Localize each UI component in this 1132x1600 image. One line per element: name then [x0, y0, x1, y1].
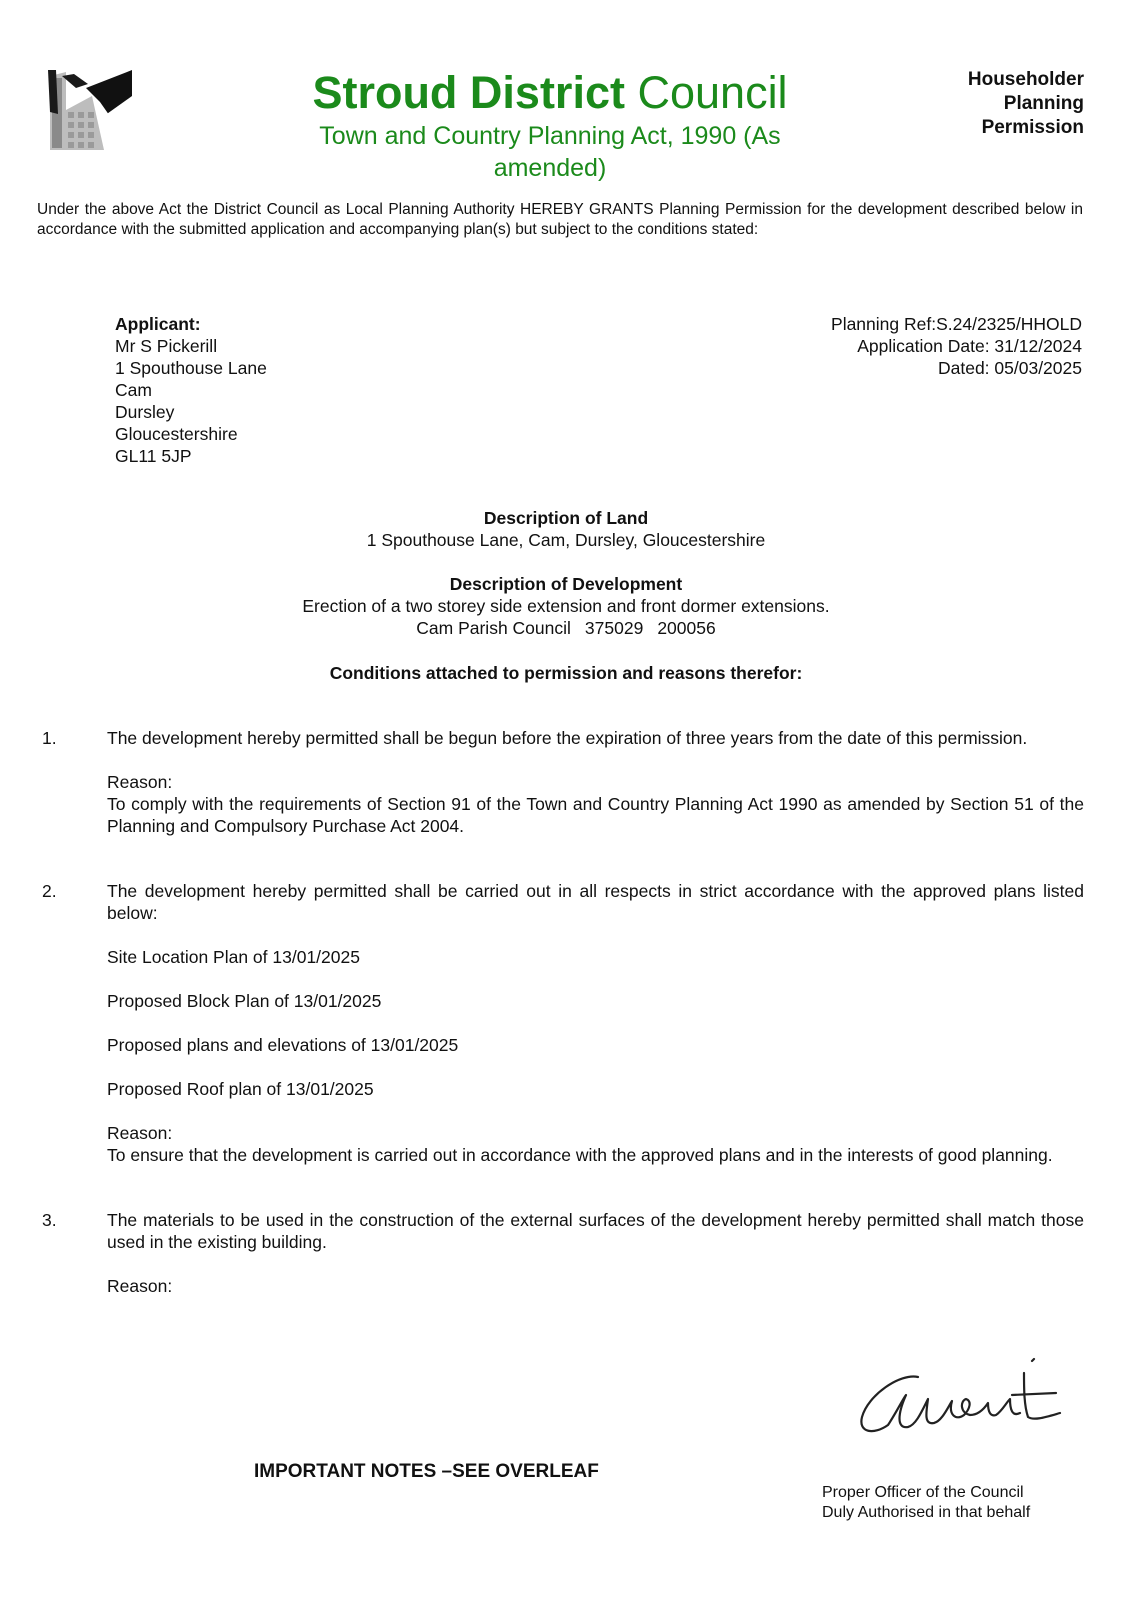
approved-plan: Site Location Plan of 13/01/2025 [107, 947, 360, 967]
land-heading: Description of Land [483, 508, 649, 528]
condition-text: The materials to be used in the construction of the external surfaces of the development hereby permitted shall match those used in the existing building. [107, 1210, 1084, 1252]
grid-easting: 375029 [584, 618, 644, 638]
grid-northing: 200056 [657, 618, 716, 638]
officer-block [822, 1483, 1030, 1523]
reason-label: Reason: [107, 1276, 173, 1296]
applicant-name: Mr S Pickerill [115, 336, 218, 356]
condition-text: The development hereby permitted shall be carried out in all respects in strict accordance with the approved plans listed below: [107, 881, 1084, 923]
applicant-block [115, 313, 267, 467]
officer-signature [848, 1355, 1078, 1450]
condition-item [42, 880, 1084, 1166]
development-text: Erection of a two storey side extension and front dormer extensions. [302, 596, 830, 616]
important-notes: IMPORTANT NOTES –SEE OVERLEAF [254, 1461, 599, 1482]
intro-paragraph: Under the above Act the District Council as Local Planning Authority HEREBY GRANTS Planning Permission for the development described below in accordance with the submitted application and accompanying plan(s) but subject to the conditions stated: [37, 201, 1083, 238]
condition-number: 2. [42, 881, 57, 901]
decision-date: Dated: 05/03/2025 [937, 358, 1082, 378]
condition-number: 1. [42, 728, 57, 748]
approved-plan: Proposed Block Plan of 13/01/2025 [107, 991, 382, 1011]
header-title-block [270, 68, 830, 184]
applicant-address-line: Gloucestershire [115, 424, 238, 444]
council-name-bold: Stroud District [312, 67, 625, 118]
doc-type-line: Permission [981, 117, 1084, 138]
reason-label: Reason: [107, 772, 173, 792]
council-name [270, 68, 830, 118]
reason-text: To ensure that the development is carried out in accordance with the approved plans and in the interests of good planning. [107, 1145, 1053, 1165]
officer-title: Proper Officer of the Council [822, 1484, 1024, 1501]
land-text: 1 Spouthouse Lane, Cam, Dursley, Gloucestershire [366, 530, 766, 550]
applicant-address-line: Dursley [115, 402, 175, 422]
approved-plan: Proposed plans and elevations of 13/01/2025 [107, 1035, 459, 1055]
reference-block [831, 313, 1082, 379]
parish-name: Cam Parish Council [416, 618, 571, 638]
condition-number: 3. [42, 1210, 57, 1230]
reason-text: To comply with the requirements of Section 91 of the Town and Country Planning Act 1990 as amended by Section 51 of the Planning and Compulsory Purchase Act 2004. [107, 794, 1084, 836]
land-section [0, 507, 1132, 551]
development-section [0, 573, 1132, 639]
reason-label: Reason: [107, 1123, 173, 1143]
conditions-heading: Conditions attached to permission and reasons therefor: [329, 663, 803, 683]
doc-type-line: Householder [967, 69, 1084, 90]
doc-type-line: Planning [1003, 93, 1084, 114]
council-name-regular: Council [637, 67, 788, 118]
council-logo [44, 66, 136, 158]
development-heading: Description of Development [449, 574, 683, 594]
condition-item [42, 727, 1084, 837]
approved-plan: Proposed Roof plan of 13/01/2025 [107, 1079, 374, 1099]
parish-line [0, 617, 1132, 639]
officer-authority: Duly Authorised in that behalf [822, 1504, 1031, 1521]
condition-item [42, 1209, 1084, 1297]
act-subtitle: Town and Country Planning Act, 1990 (As amended) [319, 122, 781, 182]
planning-ref: Planning Ref:S.24/2325/HHOLD [831, 314, 1082, 334]
document-type [904, 68, 1084, 140]
applicant-address-line: Cam [115, 380, 152, 400]
applicant-postcode: GL11 5JP [115, 446, 192, 466]
applicant-label: Applicant: [115, 314, 201, 334]
condition-text: The development hereby permitted shall be begun before the expiration of three years from the date of this permission. [107, 728, 1028, 748]
application-date: Application Date: 31/12/2024 [857, 336, 1082, 356]
applicant-address-line: 1 Spouthouse Lane [115, 358, 267, 378]
